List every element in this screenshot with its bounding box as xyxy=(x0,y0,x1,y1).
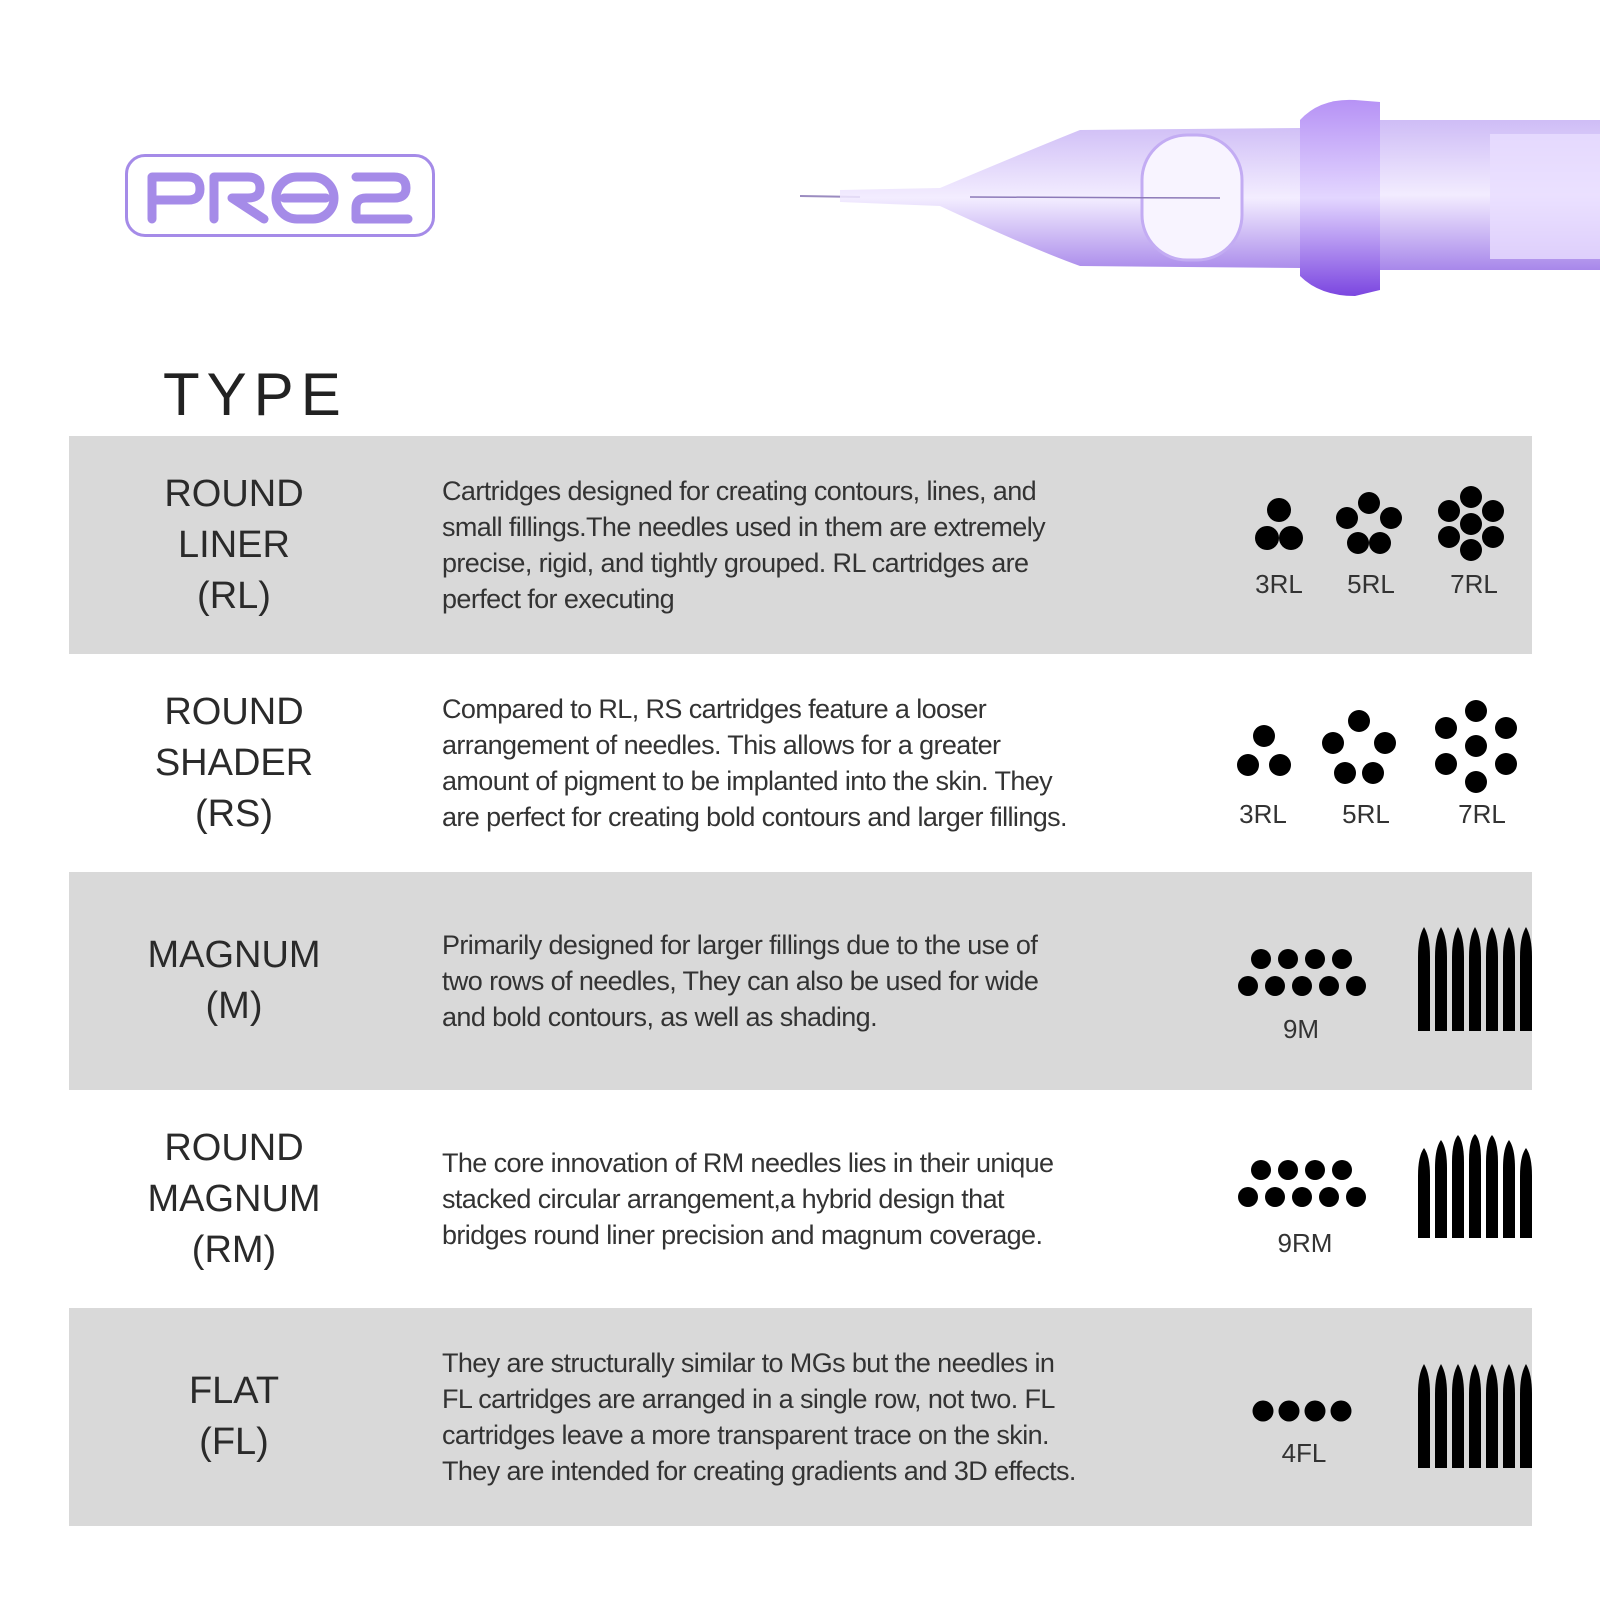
config-label: 5RL xyxy=(1342,799,1390,829)
magnum-needles-icon xyxy=(1417,927,1547,1031)
type-name xyxy=(69,1090,399,1308)
round-magnum-needles-icon xyxy=(1417,1134,1547,1238)
type-description xyxy=(442,1308,1082,1526)
config-label: 5RL xyxy=(1347,569,1395,599)
flat-needles-icon xyxy=(1417,1364,1547,1468)
type-name xyxy=(69,654,399,872)
type-description xyxy=(442,436,1082,654)
table-row xyxy=(69,1308,1532,1526)
7rl-dots-icon xyxy=(1434,486,1508,562)
type-name-line: (RL) xyxy=(197,574,271,617)
needle-cartridge-image xyxy=(800,90,1600,310)
9m-dots-icon xyxy=(1237,947,1377,999)
type-description xyxy=(442,654,1082,872)
needle-configs xyxy=(1129,436,1529,654)
type-description-text: The core innovation of RM needles lies in their unique stacked circular arrangement,a hybrid design that bridges round liner precision and magnum coverage. xyxy=(442,1148,1054,1250)
type-name-line: SHADER xyxy=(154,741,314,784)
needle-configs xyxy=(1129,872,1529,1090)
config-label: 9M xyxy=(1282,1014,1320,1044)
config-label: 3RL xyxy=(1239,799,1287,829)
config-label: 9RM xyxy=(1277,1228,1333,1258)
type-name-line: MAGNUM xyxy=(147,934,321,976)
table-row xyxy=(69,872,1532,1090)
brand-logo xyxy=(125,154,435,237)
3rs-dots-icon xyxy=(1234,724,1294,784)
needle-configs xyxy=(1129,1308,1529,1526)
type-description-text: Primarily designed for larger fillings due to the use of two rows of needles, They can also be used for wide and bold contours, as well as shading. xyxy=(442,930,1039,1032)
config-label: 4FL xyxy=(1281,1438,1327,1468)
pro2-logo-glyphs xyxy=(144,169,414,225)
type-name-line: (RM) xyxy=(191,1228,277,1271)
config-label: 7RL xyxy=(1458,799,1506,829)
type-name-line: ROUND xyxy=(164,472,304,515)
4fl-dots-icon xyxy=(1251,1398,1355,1424)
table-row xyxy=(69,436,1532,654)
needle-type-table xyxy=(69,436,1532,1526)
section-title: TYPE xyxy=(163,361,348,428)
3rl-dots-icon xyxy=(1249,496,1309,556)
needle-configs xyxy=(1129,654,1529,872)
type-name-line: (RS) xyxy=(194,792,274,835)
5rs-dots-icon xyxy=(1319,709,1399,789)
type-name-line: FLAT xyxy=(188,1370,280,1412)
table-row xyxy=(69,654,1532,872)
type-description xyxy=(442,872,1082,1090)
7rs-dots-icon xyxy=(1431,700,1521,796)
5rl-dots-icon xyxy=(1334,491,1404,556)
needle-configs xyxy=(1129,1090,1529,1308)
config-label: 3RL xyxy=(1255,569,1303,599)
type-name-line: (M) xyxy=(205,985,263,1027)
type-name xyxy=(69,436,399,654)
type-description-text: Cartridges designed for creating contours, lines, and small fillings.The needles used in them are extremely precise, rigid, and tightly grouped. RL cartridges are perfect for executing xyxy=(442,476,1045,614)
type-description-text: They are structurally similar to MGs but the needles in FL cartridges are arranged in a single row, not two. FL cartridges leave a more transparent trace on the skin. They are intended for creating gradients and 3D effects. xyxy=(442,1348,1076,1486)
type-name xyxy=(69,872,399,1090)
type-name-line: ROUND xyxy=(164,690,304,733)
type-description-text: Compared to RL, RS cartridges feature a looser arrangement of needles. This allows for a greater amount of pigment to be implanted into the skin. They are perfect for creating bold contours and larger fillings. xyxy=(442,694,1067,832)
type-name-line: (FL) xyxy=(199,1421,269,1463)
config-label: 7RL xyxy=(1450,569,1498,599)
9rm-dots-icon xyxy=(1237,1158,1377,1210)
type-description xyxy=(442,1090,1082,1308)
type-name xyxy=(69,1308,399,1526)
type-name-line: ROUND xyxy=(164,1126,304,1169)
type-name-line: LINER xyxy=(178,523,290,566)
type-name-line: MAGNUM xyxy=(147,1177,321,1220)
table-row xyxy=(69,1090,1532,1308)
